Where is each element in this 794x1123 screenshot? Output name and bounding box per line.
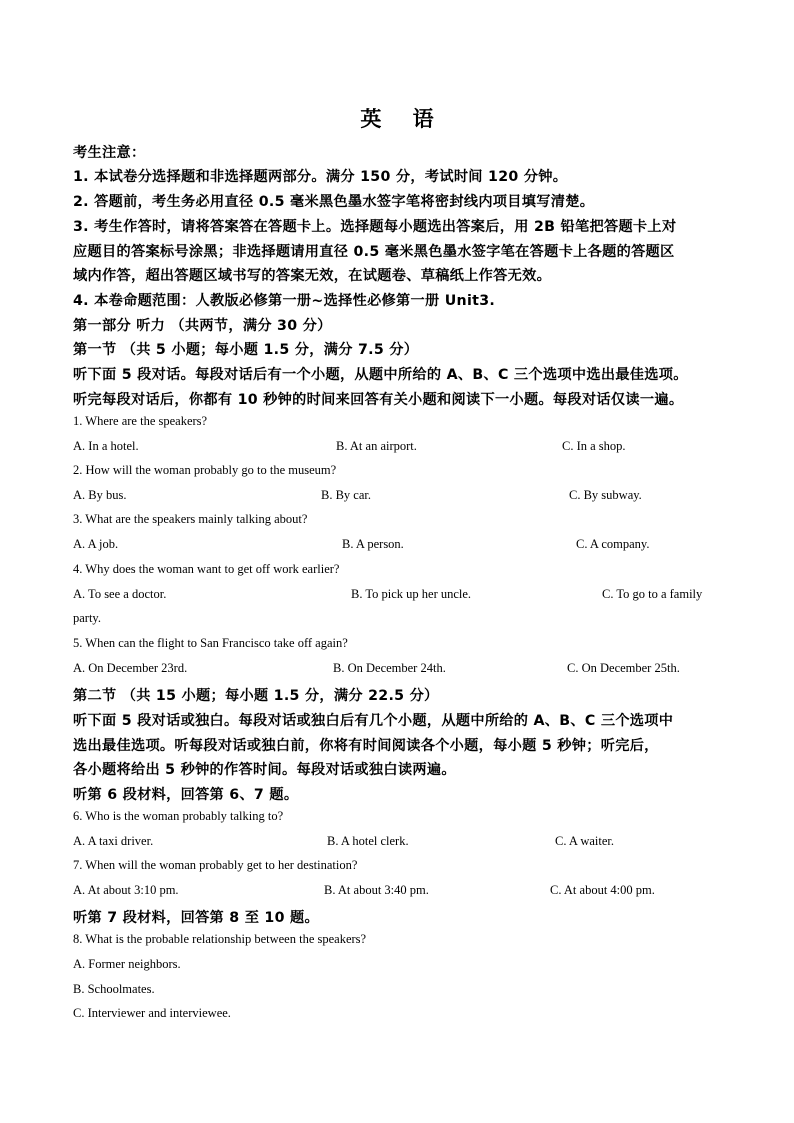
question-stem: 2. How will the woman probably go to the museum?: [73, 463, 337, 477]
notice-item-2: 2. 答题前，考生务必用直径 0.5 毫米黑色墨水签字笔将密封线内项目填写清楚。: [73, 194, 595, 210]
material-7-heading: 听第 7 段材料，回答第 8 至 10 题。: [73, 910, 319, 926]
section1-heading: 第一节 （共 5 小题；每小题 1.5 分，满分 7.5 分）: [73, 342, 419, 358]
section2-instruction-2: 选出最佳选项。听每段对话或独白前，你将有时间阅读各个小题，每小题 5 秒钟；听完后，: [73, 738, 659, 754]
section1-instruction-1: 听下面 5 段对话。每段对话后有一个小题，从题中所给的 A、B、C 三个选项中选出最佳选项。: [73, 367, 688, 383]
part1-heading: 第一部分 听力 （共两节，满分 30 分）: [73, 318, 332, 334]
option-a: A. On December 23rd.: [73, 661, 188, 675]
option-b: B. A hotel clerk.: [327, 834, 409, 848]
option-b: B. On December 24th.: [333, 661, 446, 675]
section2-instruction-3: 各小题将给出 5 秒钟的作答时间。每段对话或独白读两遍。: [73, 762, 456, 778]
notice-item-1: 1. 本试卷分选择题和非选择题两部分。满分 150 分，考试时间 120 分钟。: [73, 169, 568, 185]
material-6-heading: 听第 6 段材料，回答第 6、7 题。: [73, 787, 299, 803]
section2-instruction-1: 听下面 5 段对话或独白。每段对话或独白后有几个小题，从题中所给的 A、B、C 三个选项中: [73, 713, 674, 729]
option-a: A. At about 3:10 pm.: [73, 883, 179, 897]
option-b: B. A person.: [342, 537, 404, 551]
question-stem: 5. When can the flight to San Francisco take off again?: [73, 636, 348, 650]
notice-item-4: 4. 本卷命题范围：人教版必修第一册~选择性必修第一册 Unit3.: [73, 293, 496, 309]
notice-item-3-cont2: 域内作答，超出答题区域书写的答案无效，在试题卷、草稿纸上作答无效。: [73, 268, 552, 284]
option-a: A. Former neighbors.: [73, 957, 181, 971]
question-stem: 6. Who is the woman probably talking to?: [73, 809, 284, 823]
question-stem: 3. What are the speakers mainly talking about?: [73, 512, 308, 526]
option-c: C. Interviewer and interviewee.: [73, 1006, 231, 1020]
option-c: C. To go to a family: [602, 587, 703, 601]
question-stem: 4. Why does the woman want to get off work earlier?: [73, 562, 340, 576]
option-c: C. At about 4:00 pm.: [550, 883, 655, 897]
option-c: C. On December 25th.: [567, 661, 680, 675]
question-stem: 1. Where are the speakers?: [73, 414, 208, 428]
option-b: B. At about 3:40 pm.: [324, 883, 429, 897]
section1-instruction-2: 听完每段对话后，你都有 10 秒钟的时间来回答有关小题和阅读下一小题。每段对话仅读一遍。: [73, 392, 684, 408]
option-c: C. In a shop.: [562, 439, 626, 453]
option-a: A. By bus.: [73, 488, 127, 502]
notice-item-3-cont: 应题目的答案标号涂黑；非选择题请用直径 0.5 毫米黑色墨水签字笔在答题卡上各题的答题区: [73, 244, 675, 260]
option-b: B. At an airport.: [336, 439, 417, 453]
option-a: A. To see a doctor.: [73, 587, 167, 601]
option-c: C. A waiter.: [555, 834, 615, 848]
option-a: A. A taxi driver.: [73, 834, 154, 848]
option-c: C. A company.: [576, 537, 650, 551]
page-title: 英 语: [360, 106, 446, 131]
question-stem: 8. What is the probable relationship between the speakers?: [73, 932, 367, 946]
option-b: B. Schoolmates.: [73, 982, 155, 996]
option-a: A. In a hotel.: [73, 439, 139, 453]
notice-heading: 考生注意：: [73, 145, 146, 161]
option-b: B. By car.: [321, 488, 371, 502]
option-c-continuation: party.: [73, 611, 101, 625]
section2-heading: 第二节 （共 15 小题；每小题 1.5 分，满分 22.5 分）: [73, 688, 439, 704]
option-c: C. By subway.: [569, 488, 642, 502]
notice-item-3: 3. 考生作答时，请将答案答在答题卡上。选择题每小题选出答案后，用 2B 铅笔把答题卡上对: [73, 219, 677, 235]
option-b: B. To pick up her uncle.: [351, 587, 472, 601]
option-a: A. A job.: [73, 537, 119, 551]
question-stem: 7. When will the woman probably get to her destination?: [73, 858, 358, 872]
